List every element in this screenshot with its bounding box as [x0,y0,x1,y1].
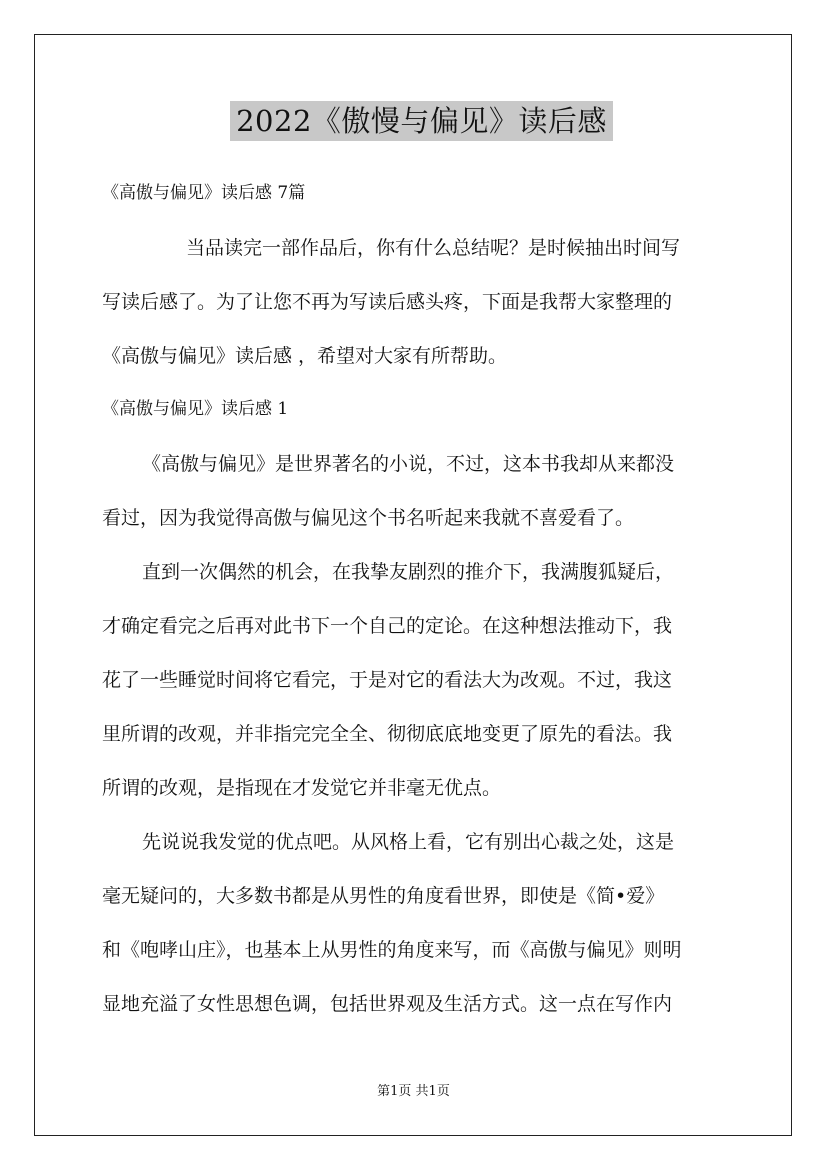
document-title: 2022《傲慢与偏见》读后感 [230,101,613,141]
paragraph-line: 才确定看完之后再对此书下一个自己的定论。在这种想法推动下，我 [102,615,673,637]
paragraph-line: 所谓的改观，是指现在才发觉它并非毫无优点。 [102,777,502,799]
intro-line: 当品读完一部作品后，你有什么总结呢？是时候抽出时间写 [186,237,681,259]
section-heading: 《高傲与偏见》读后感 1 [102,399,289,419]
subtitle: 《高傲与偏见》读后感 7篇 [102,183,306,203]
paragraph-line: 显地充溢了女性思想色调，包括世界观及生活方式。这一点在写作内 [102,993,673,1015]
paragraph-line: 花了一些睡觉时间将它看完，于是对它的看法大为改观。不过，我这 [102,669,673,691]
intro-line: 写读后感了。为了让您不再为写读后感头疼，下面是我帮大家整理的 [102,291,673,313]
intro-line: 《高傲与偏见》读后感 ，希望对大家有所帮助。 [102,345,508,367]
paragraph-line: 里所谓的改观，并非指完完全全、彻彻底底地变更了原先的看法。我 [102,723,673,745]
paragraph-line: 毫无疑问的，大多数书都是从男性的角度看世界，即使是《简•爱》 [102,885,665,907]
paragraph-line: 和《咆哮山庄》，也基本上从男性的角度来写，而《高傲与偏见》则明 [102,939,682,961]
page-number-footer: 第1页 共1页 [377,1084,450,1099]
paragraph-line: 看过，因为我觉得高傲与偏见这个书名听起来我就不喜爱看了。 [102,507,635,529]
paragraph-line: 先说说我发觉的优点吧。从风格上看，它有别出心裁之处，这是 [142,831,675,853]
paragraph-line: 直到一次偶然的机会，在我挚友剧烈的推介下，我满腹狐疑后， [142,561,675,583]
paragraph-line: 《高傲与偏见》是世界著名的小说，不过，这本书我却从来都没 [142,453,675,475]
